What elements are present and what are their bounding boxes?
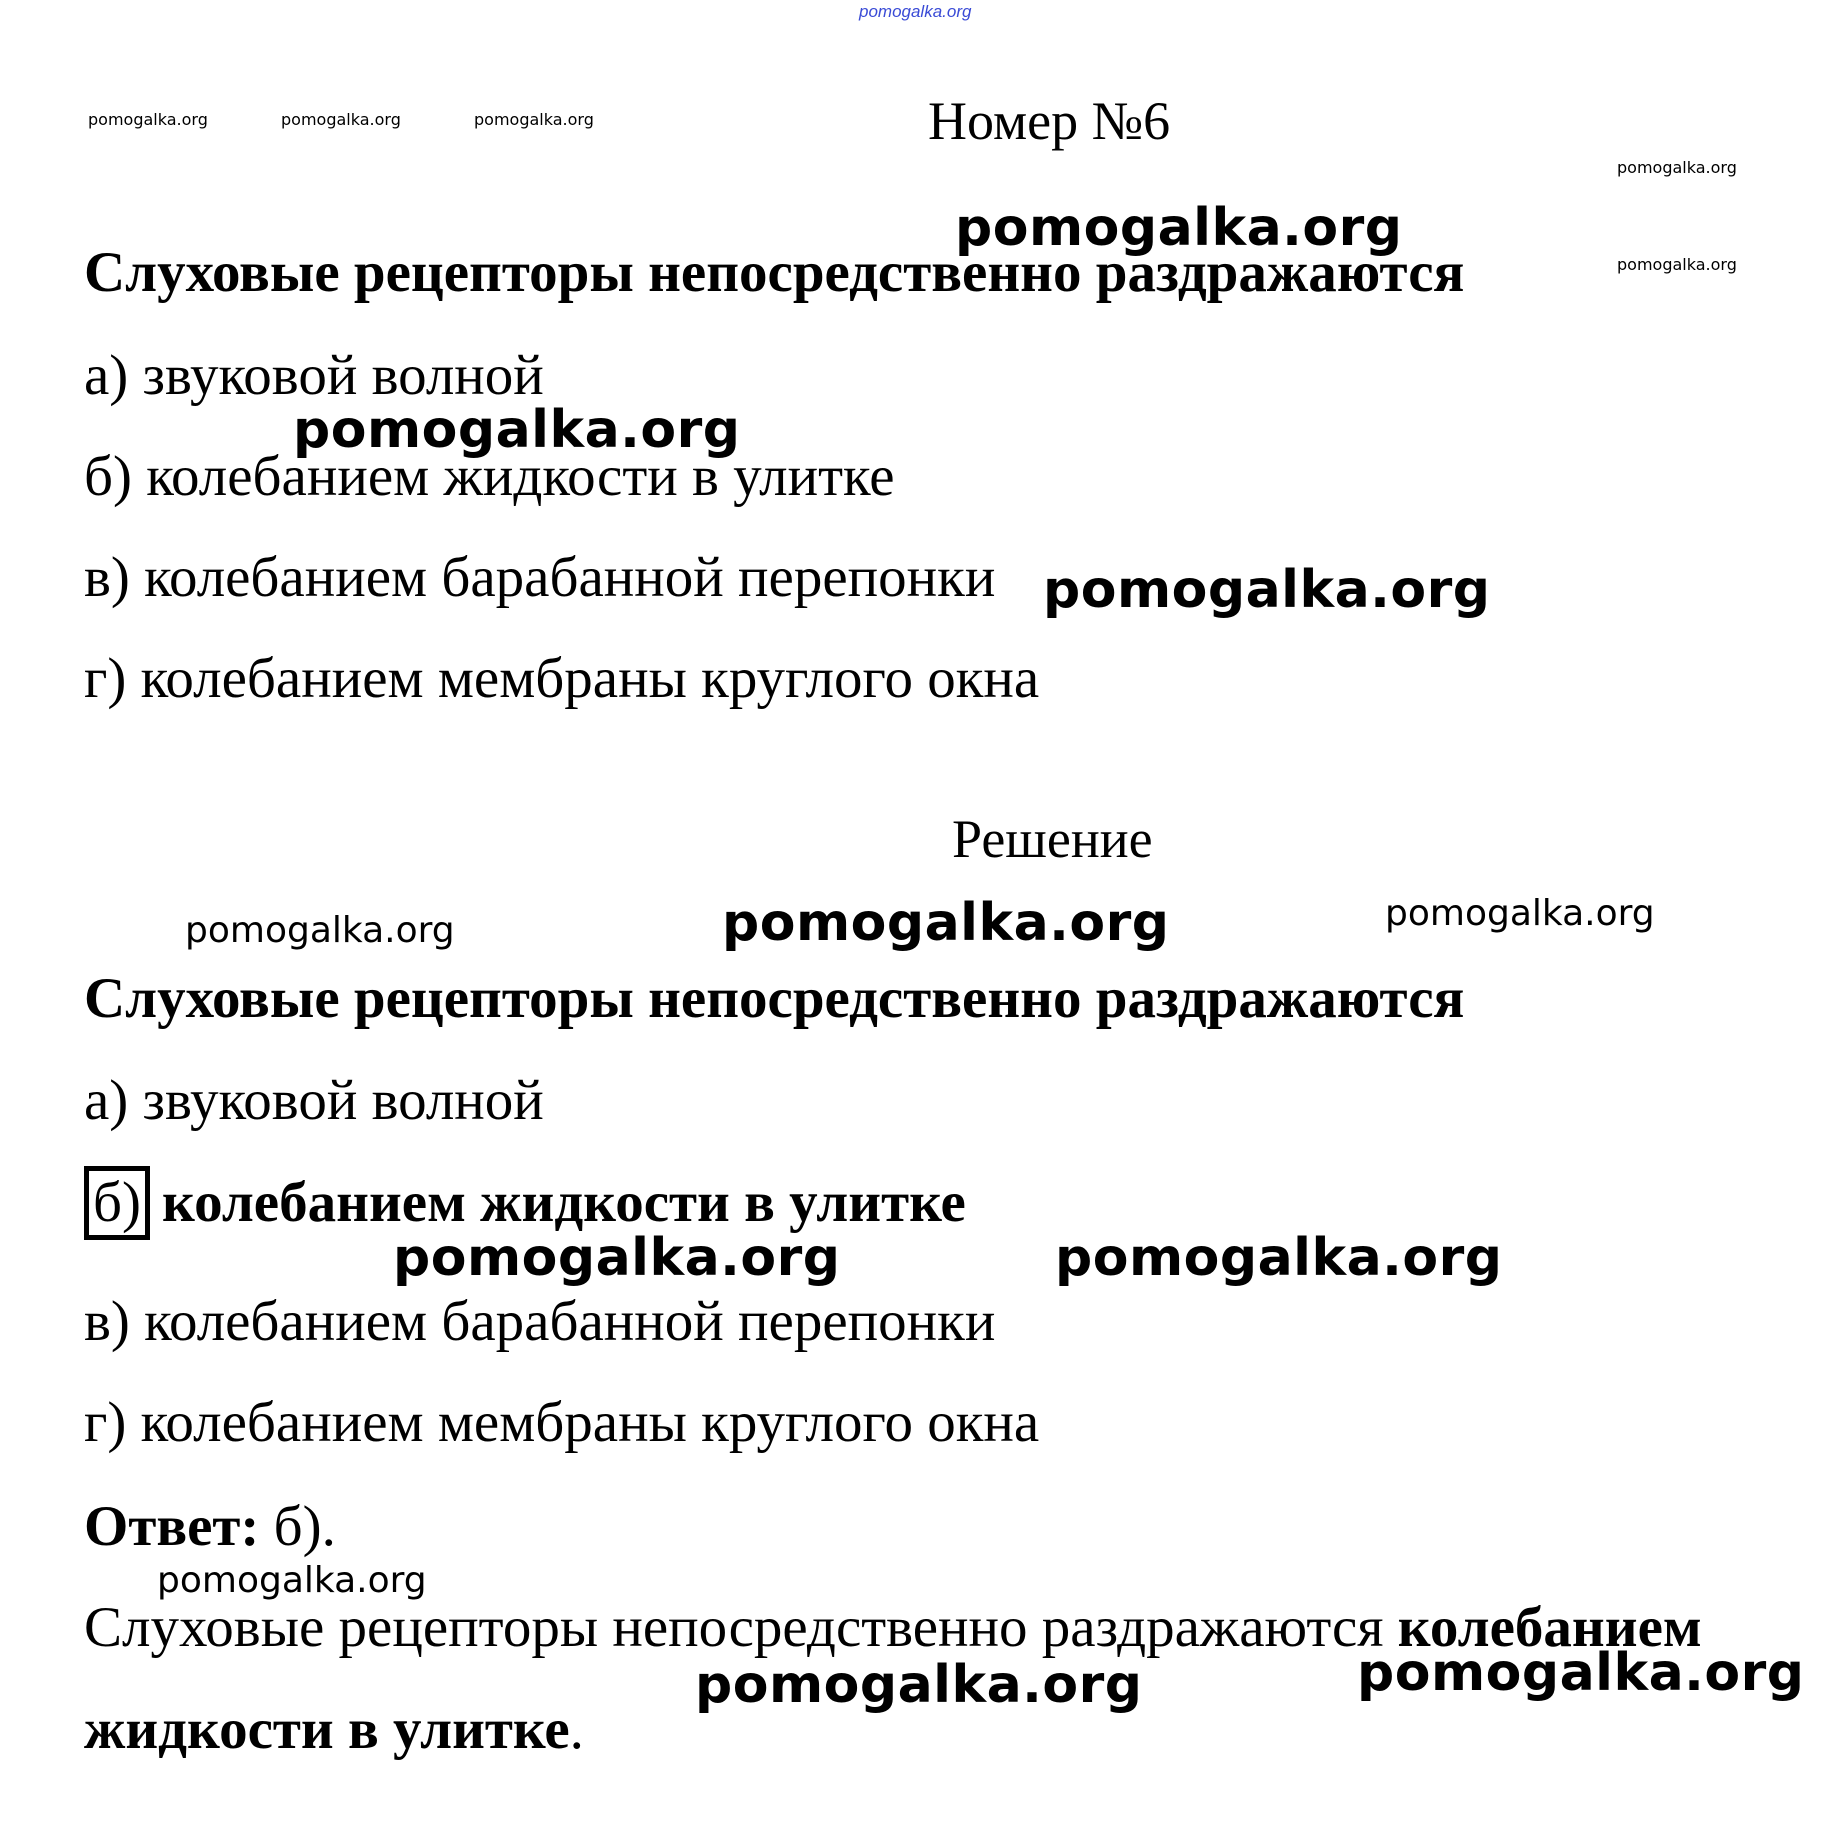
question-option-a: а) звуковой волной bbox=[84, 344, 544, 407]
solution-option-d: г) колебанием мембраны круглого окна bbox=[84, 1391, 1040, 1454]
answer-label: Ответ: bbox=[84, 1495, 260, 1558]
watermark: pomogalka.org bbox=[393, 1228, 841, 1288]
answer-line bbox=[84, 1494, 336, 1559]
solution-option-c: в) колебанием барабанной перепонки bbox=[84, 1290, 996, 1353]
watermark: pomogalka.org bbox=[1055, 1228, 1503, 1288]
watermark: pomogalka.org bbox=[722, 893, 1170, 953]
question-option-c: в) колебанием барабанной перепонки bbox=[84, 546, 996, 609]
watermark-top: pomogalka.org bbox=[859, 2, 972, 21]
watermark: pomogalka.org bbox=[695, 1655, 1143, 1715]
watermark: pomogalka.org bbox=[1043, 560, 1491, 620]
watermark: pomogalka.org bbox=[185, 910, 455, 951]
explanation-bold-1: колебанием bbox=[1397, 1596, 1702, 1659]
watermark: pomogalka.org bbox=[1617, 255, 1737, 274]
question-option-d: г) колебанием мембраны круглого окна bbox=[84, 647, 1040, 710]
page-title: Номер №6 bbox=[928, 91, 1171, 151]
watermark: pomogalka.org bbox=[474, 110, 594, 129]
explanation-end: . bbox=[569, 1698, 584, 1761]
explanation-line-2 bbox=[84, 1697, 584, 1762]
watermark: pomogalka.org bbox=[293, 400, 741, 460]
explanation-bold-2: жидкости в улитке bbox=[84, 1698, 570, 1761]
watermark: pomogalka.org bbox=[1385, 893, 1655, 934]
watermark: pomogalka.org bbox=[88, 110, 208, 129]
question-text: Слуховые рецепторы непосредственно раздражаются bbox=[84, 241, 1465, 304]
watermark: pomogalka.org bbox=[1617, 158, 1737, 177]
watermark: pomogalka.org bbox=[157, 1560, 427, 1601]
correct-answer-box: б) bbox=[84, 1166, 150, 1240]
solution-option-a: а) звуковой волной bbox=[84, 1069, 544, 1132]
watermark: pomogalka.org bbox=[1357, 1643, 1805, 1703]
solution-title: Решение bbox=[952, 809, 1153, 869]
solution-question-text: Слуховые рецепторы непосредственно раздражаются bbox=[84, 967, 1465, 1030]
answer-value: б). bbox=[259, 1495, 336, 1558]
watermark: pomogalka.org bbox=[955, 198, 1403, 258]
explanation-plain: Слуховые рецепторы непосредственно раздражаются bbox=[84, 1596, 1398, 1659]
question-option-b: б) колебанием жидкости в улитке bbox=[84, 445, 895, 508]
watermark: pomogalka.org bbox=[281, 110, 401, 129]
correct-answer-text: колебанием жидкости в улитке bbox=[161, 1171, 966, 1234]
